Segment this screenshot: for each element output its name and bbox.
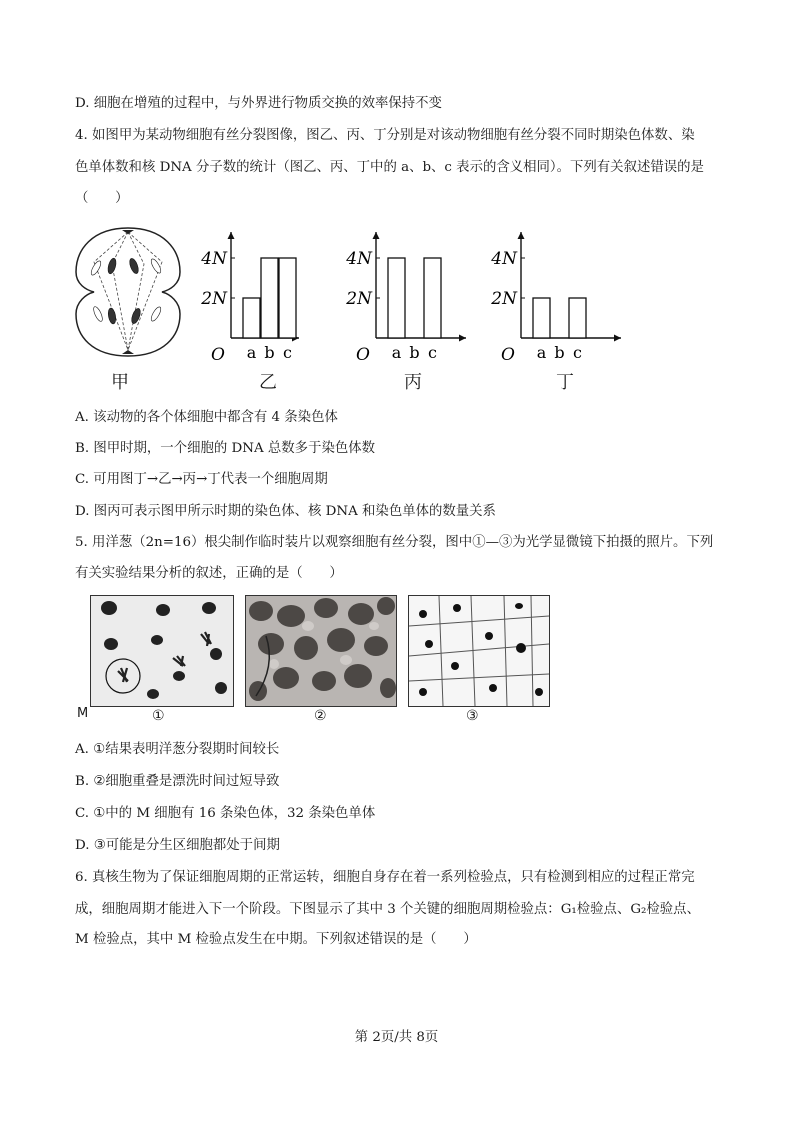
x-tick-label-c: c [573,343,582,362]
y-tick-label: 2N [346,289,372,309]
bar-c [279,258,296,338]
q4-option-a: A. 该动物的各个体细胞中都含有 4 条染色体 [75,410,338,425]
q5-option-a: A. ①结果表明洋葱分裂期时间较长 [75,742,280,757]
x-tick-label-c: c [283,343,292,362]
q5-option-d: D. ③可能是分生区细胞都处于间期 [75,838,280,853]
m-cell-label: M [77,706,89,721]
photo-1-label: ① [152,708,165,724]
photo-2-label: ② [314,708,327,724]
chart-bing [340,228,470,364]
chart-yi [195,228,303,364]
q3-option-d: D. 细胞在增殖的过程中，与外界进行物质交换的效率保持不变 [75,96,442,111]
x-tick-label-a: a [536,343,547,362]
bar-b [261,258,278,338]
y-tick-label: 4N [346,249,372,269]
figure-jia-mitosis-cell [72,222,184,362]
figure-yi-label: 乙 [259,372,277,393]
x-axis-arrow-icon [614,335,621,342]
x-tick-label-a: a [391,343,402,362]
page-footer: 第 2页/共 8页 [354,1030,439,1045]
y-axis-arrow-icon [228,232,235,239]
q5-option-c: C. ①中的 M 细胞有 16 条染色体，32 条染色单体 [75,806,376,821]
y-tick-label: 4N [491,249,517,269]
x-axis-arrow-icon [459,335,466,342]
photo-1-root-tip [90,595,234,707]
chart-ding [485,228,625,364]
y-axis-arrow-icon [518,232,525,239]
q6-stem-line3: M 检验点，其中 M 检验点发生在中期。下列叙述错误的是（ ） [75,932,477,947]
q4-option-b: B. 图甲时期，一个细胞的 DNA 总数多于染色体数 [75,441,376,456]
bar-a [388,258,405,338]
q5-stem-line2: 有关实验结果分析的叙述，正确的是（ ） [75,566,343,581]
bar-c [569,298,586,338]
photo-3-label: ③ [466,708,479,724]
figure-ding-label: 丁 [556,372,574,393]
y-tick-label: 2N [201,289,227,309]
x-tick-label-c: c [428,343,437,362]
q4-stem-line2: 色单体数和核 DNA 分子数的统计（图乙、丙、丁中的 a、b、c 表示的含义相同）。下列有关叙述错误的是 [75,160,704,175]
q4-stem-line3: （ ） [75,191,129,206]
q6-stem-line2: 成，细胞周期才能进入下一个阶段。下图显示了其中 3 个关键的细胞周期检验点：G₁检验点、G₂检验点、 [75,902,700,917]
q4-option-c: C. 可用图丁→乙→丙→丁代表一个细胞周期 [75,472,328,487]
x-tick-label-b: b [554,343,565,362]
origin-label: O [356,345,370,364]
x-tick-label-b: b [264,343,275,362]
bar-a [533,298,550,338]
y-tick-label: 4N [201,249,227,269]
x-tick-label-b: b [409,343,420,362]
figure-jia-label: 甲 [111,372,129,393]
q5-stem-line1: 5. 用洋葱（2n=16）根尖制作临时装片以观察细胞有丝分裂，图中①—③为光学显微镜下拍摄的照片。下列 [75,535,714,550]
q6-stem-line1: 6. 真核生物为了保证细胞周期的正常运转，细胞自身存在着一系列检验点，只有检测到相应的过程正常完 [75,870,695,885]
figure-bing-label: 丙 [404,372,422,393]
origin-label: O [211,345,225,364]
photo-2-root-tip [245,595,397,707]
bar-a [243,298,260,338]
q5-option-b: B. ②细胞重叠是漂洗时间过短导致 [75,774,280,789]
q4-option-d: D. 图丙可表示图甲所示时期的染色体、核 DNA 和染色单体的数量关系 [75,504,496,519]
y-axis-arrow-icon [373,232,380,239]
photo-3-root-tip [408,595,550,707]
q4-stem-line1: 4. 如图甲为某动物细胞有丝分裂图像，图乙、丙、丁分别是对该动物细胞有丝分裂不同时期染色体数、染 [75,128,695,143]
bar-c [424,258,441,338]
origin-label: O [501,345,515,364]
y-tick-label: 2N [491,289,517,309]
x-tick-label-a: a [246,343,257,362]
